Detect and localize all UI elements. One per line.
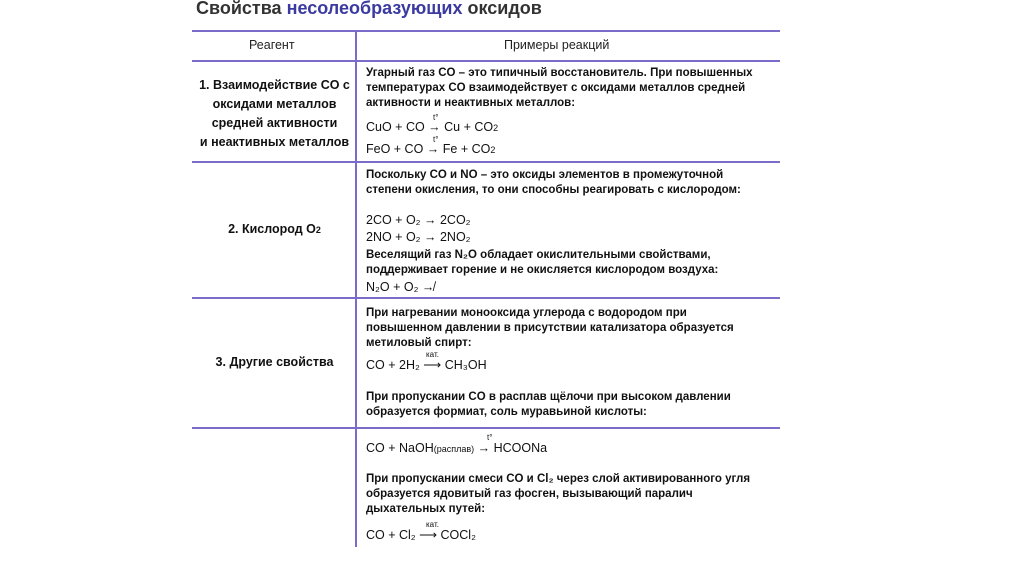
row2-reagent-label: 2. Кислород O — [228, 222, 316, 236]
row2-text-line: Поскольку CO и NO – это оксиды элементов в промежуточной — [366, 169, 724, 181]
eq-left: CuO + CO — [366, 120, 425, 134]
eq-right: HCOONa — [493, 441, 548, 455]
row2-equation-2: 2NO + O₂ → 2NO₂ — [366, 230, 471, 244]
row4-text-line: При пропускании смеси CO и Cl₂ через слой активированного угля — [366, 473, 751, 485]
eq-right: CH₃OH — [444, 358, 487, 372]
title-part2: несолеобразующих — [286, 0, 463, 18]
condition-label: кат. — [426, 350, 439, 359]
row2-equation-3: N₂O + O₂ ↛ — [366, 280, 435, 294]
row3-equation-1: CO + 2H₂ ⟶ CH₃OH — [366, 358, 487, 372]
eq-left: CO + 2H₂ — [366, 358, 420, 372]
row3-reagent: 3. Другие свойства — [215, 355, 334, 369]
eq-sub: 2 — [490, 145, 496, 155]
header-examples: Примеры реакций — [504, 38, 610, 52]
condition-label: t° — [433, 113, 439, 122]
row2-text-line: поддерживает горение и не окисляется кислородом воздуха: — [366, 264, 719, 276]
row2-equation-1: 2CO + O₂ → 2CO₂ — [366, 213, 471, 227]
row2-reagent-sub: 2 — [315, 225, 321, 235]
row1-reagent-line: и неактивных металлов — [199, 135, 350, 149]
row2-text-line: Веселящий газ N₂O обладает окислительными свойствами, — [366, 249, 711, 261]
title-part1: Свойства — [196, 0, 282, 18]
row1-equation-2: FeO + CO → Fe + CO2 — [366, 142, 496, 156]
header-reagent: Реагент — [249, 38, 295, 52]
condition-label: t° — [433, 135, 439, 144]
row4-equation-1: CO + NaOH(расплав) → HCOONa — [366, 441, 548, 455]
row4-text — [366, 472, 750, 517]
row3-text1 — [366, 306, 734, 351]
row3-text-line: метиловый спирт: — [366, 337, 472, 349]
row3-text-line: При нагревании монооксида углерода с водородом при — [366, 307, 687, 319]
condition-label: кат. — [426, 520, 439, 529]
eq-right: Cu + CO — [444, 120, 494, 134]
row1-separator — [192, 161, 780, 163]
row1-reagent-line: оксидами металлов — [212, 97, 337, 111]
row2-text1 — [366, 168, 741, 198]
row3-separator — [192, 427, 780, 429]
row2-separator — [192, 297, 780, 299]
eq-sub: (расплав) — [433, 444, 475, 454]
row1-text-line: температурах CO взаимодействует с оксидами металлов средней — [366, 82, 746, 94]
row1-equation-1: CuO + CO → Cu + CO2 — [366, 120, 499, 134]
row1-text — [366, 66, 753, 111]
header-separator — [192, 60, 780, 62]
row1-text-line: активности и неактивных металлов: — [366, 97, 576, 109]
condition-label: t° — [487, 433, 493, 442]
eq-right: Fe + CO — [442, 142, 491, 156]
column-separator — [355, 32, 357, 547]
row1-reagent-line: средней активности — [211, 116, 338, 130]
page-title — [196, 0, 542, 19]
table-top-border — [192, 30, 780, 32]
eq-left: CO + Cl₂ — [366, 528, 416, 542]
row1-text-line: Угарный газ CO – это типичный восстановитель. При повышенных — [366, 67, 753, 79]
row3-text-line: образуется формиат, соль муравьиной кислоты: — [366, 406, 647, 418]
eq-left: FeO + CO — [366, 142, 424, 156]
row4-text-line: образуется ядовитый газ фосген, вызывающий паралич — [366, 488, 693, 500]
row2-reagent — [196, 220, 353, 240]
row2-text-line: степени окисления, то они способны реагировать с кислородом: — [366, 184, 741, 196]
row2-text2 — [366, 248, 718, 278]
row4-text-line: дыхательных путей: — [366, 503, 486, 515]
row3-text2 — [366, 390, 731, 420]
title-part3: оксидов — [467, 0, 542, 18]
eq-right: COCl₂ — [440, 528, 476, 542]
eq-left: CO + NaOH — [366, 441, 434, 455]
row1-reagent-line: 1. Взаимодействие CO с — [199, 78, 350, 92]
eq-sub: 2 — [493, 123, 499, 133]
row1-reagent — [196, 76, 353, 152]
row3-text-line: повышенном давлении в присутствии катализатора образуется — [366, 322, 734, 334]
row3-text-line: При пропускании CO в расплав щёлочи при высоком давлении — [366, 391, 731, 403]
row4-equation-2: CO + Cl₂ ⟶ COCl₂ — [366, 528, 476, 542]
